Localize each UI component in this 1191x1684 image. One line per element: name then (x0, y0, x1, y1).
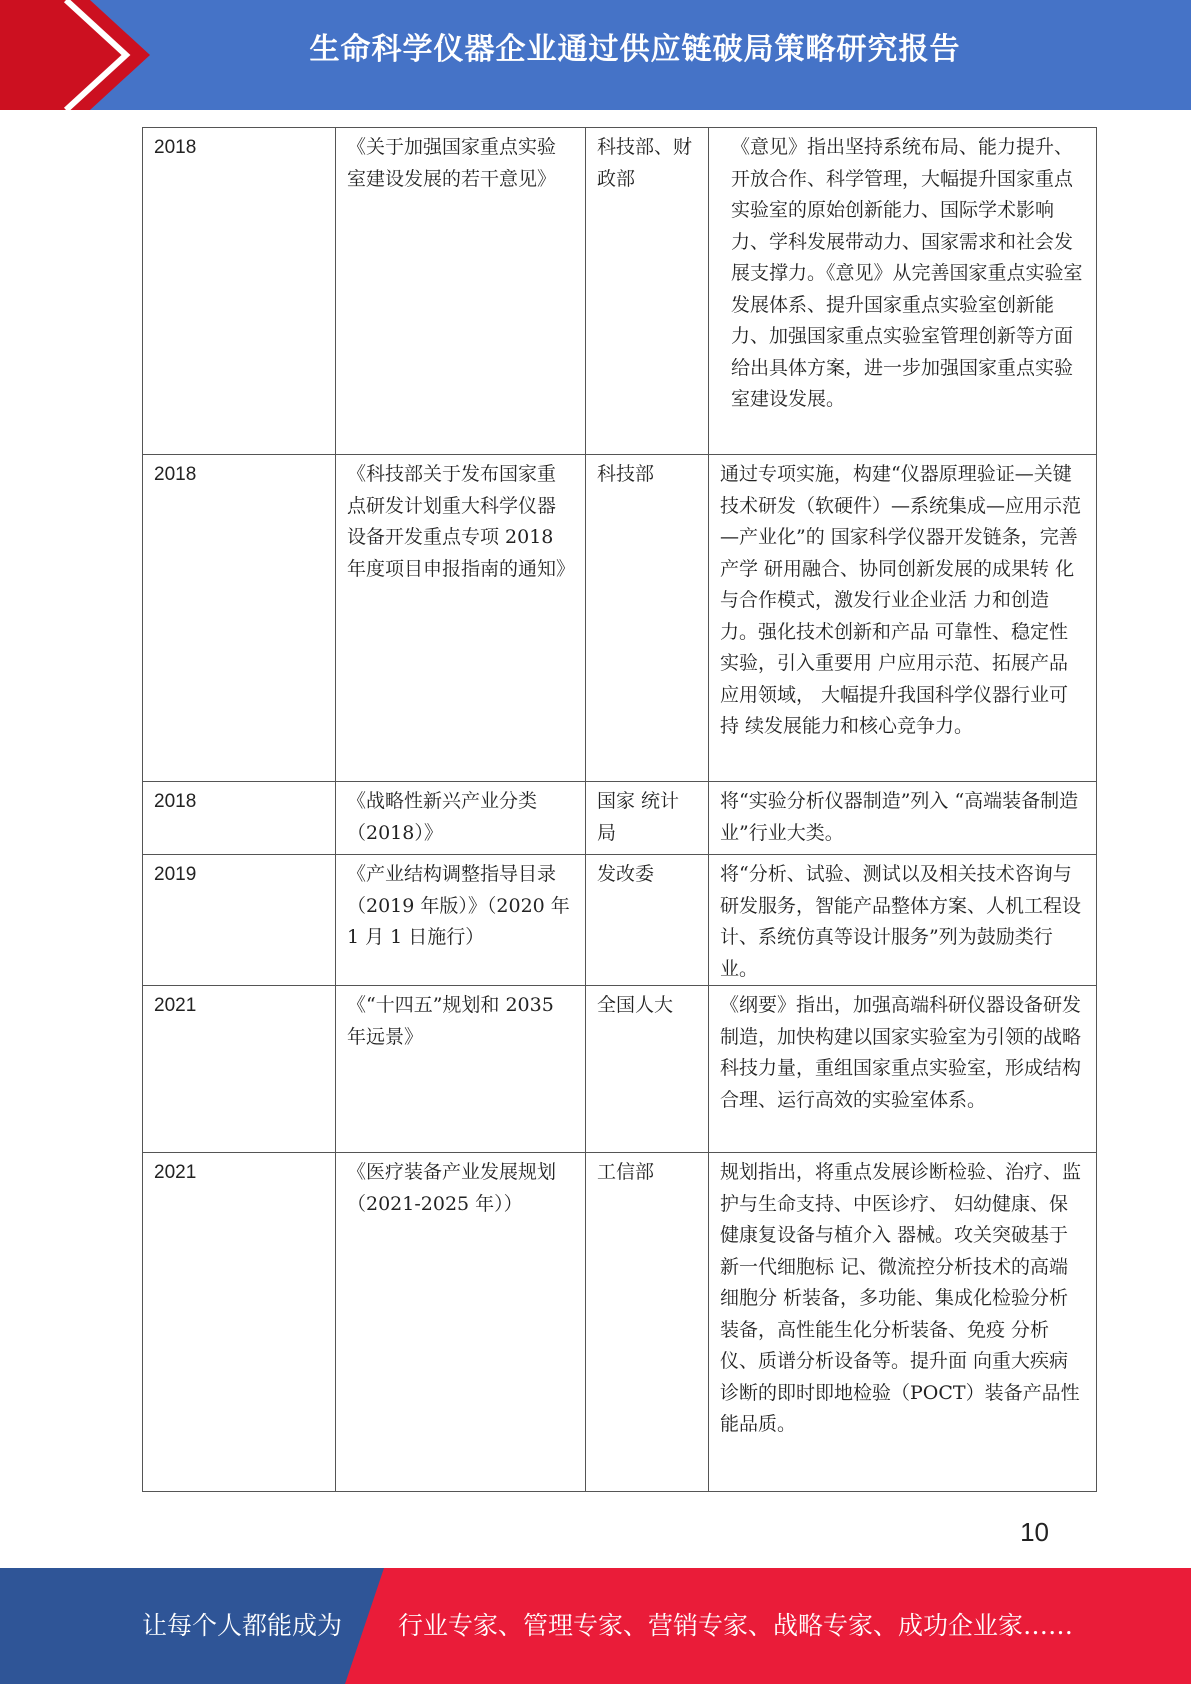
page-header (0, 0, 1191, 110)
table-row (143, 986, 1097, 1153)
description-cell: 《意见》指出坚持系统布局、能力提升、开放合作、科学管理，大幅提升国家重点实验室的原始创新能力、国际学术影响力、学科发展带动力、国家需求和社会发展支撑力。《意见》从完善国家重点实验室发展体系、提升国家重点实验室创新能力、加强国家重点实验室管理创新等方面给出具体方案，进一步加强国家重点实验室建设发展。 (709, 128, 1097, 455)
policy-title-cell: 《产业结构调整指导目录（2019 年版）》（2020 年 1 月 1 日施行） (336, 855, 586, 986)
header-arrow-decoration (0, 0, 150, 110)
report-title: 生命科学仪器企业通过供应链破局策略研究报告 (309, 32, 961, 67)
description-cell: 《纲要》指出，加强高端科研仪器设备研发制造，加快构建以国家实验室为引领的战略科技力量，重组国家重点实验室，形成结构合理、运行高效的实验室体系。 (709, 986, 1097, 1153)
policy-title-cell: 《科技部关于发布国家重点研发计划重大科学仪器设备开发重点专项 2018 年度项目申报指南的通知》 (336, 455, 586, 782)
table-row (143, 782, 1097, 855)
description-cell: 将“实验分析仪器制造”列入 “高端装备制造业”行业大类。 (709, 782, 1097, 855)
table-row (143, 128, 1097, 455)
policy-title-cell: 《医疗装备产业发展规划（2021-2025 年）） (336, 1153, 586, 1492)
year-cell: 2021 (143, 1153, 336, 1492)
table-row (143, 1153, 1097, 1492)
department-cell: 发改委 (586, 855, 709, 986)
description-cell: 将“分析、试验、测试以及相关技术咨询与研发服务，智能产品整体方案、人机工程设计、系统仿真等设计服务”列为鼓励类行业。 (709, 855, 1097, 986)
year-cell: 2018 (143, 128, 336, 455)
year-cell: 2019 (143, 855, 336, 986)
department-cell: 国家 统计局 (586, 782, 709, 855)
table-row (143, 455, 1097, 782)
department-cell: 科技部、财政部 (586, 128, 709, 455)
year-cell: 2021 (143, 986, 336, 1153)
year-cell: 2018 (143, 455, 336, 782)
description-text: 通过专项实施，构建“仪器原理验证—关键技术研发（软硬件）—系统集成—应用示范—产业化”的 国家科学仪器开发链条，完善产学 研用融合、协同创新发展的成果转 化与合作模式，激发行业企业活 力和创造力。强化技术创新和产品 可靠性、稳定性实验，引入重要用 户应用示范、拓展产品应用领域， 大幅提升我国科学仪器行业可持 续发展能力和核心竞争力。 (720, 463, 1082, 737)
page-footer (0, 1568, 1191, 1684)
year-cell: 2018 (143, 782, 336, 855)
description-cell (709, 455, 1097, 782)
department-cell: 全国人大 (586, 986, 709, 1153)
page-number: 10 (1020, 1517, 1049, 1547)
footer-slogan-right: 行业专家、管理专家、营销专家、战略专家、成功企业家…… (398, 1611, 1074, 1640)
footer-slogan-left: 让每个人都能成为 (142, 1611, 343, 1640)
department-cell: 科技部 (586, 455, 709, 782)
table-row (143, 855, 1097, 986)
department-cell: 工信部 (586, 1153, 709, 1492)
policy-title-cell: 《战略性新兴产业分类（2018）》 (336, 782, 586, 855)
policy-title-cell: 《关于加强国家重点实验室建设发展的若干意见》 (336, 128, 586, 455)
policy-title-cell: 《“十四五”规划和 2035 年远景》 (336, 986, 586, 1153)
description-cell: 规划指出，将重点发展诊断检验、治疗、监护与生命支持、中医诊疗、 妇幼健康、保健康复设备与植介入 器械。攻关突破基于新一代细胞标 记、微流控分析技术的高端细胞分 析装备，多功能、集成化检验分析 装备，高性能生化分析装备、免疫 分析仪、质谱分析设备等。提升面 向重大疾病诊断的即时即地检验（POCT）装备产品性能品质。 (709, 1153, 1097, 1492)
policy-table (142, 127, 1097, 1492)
